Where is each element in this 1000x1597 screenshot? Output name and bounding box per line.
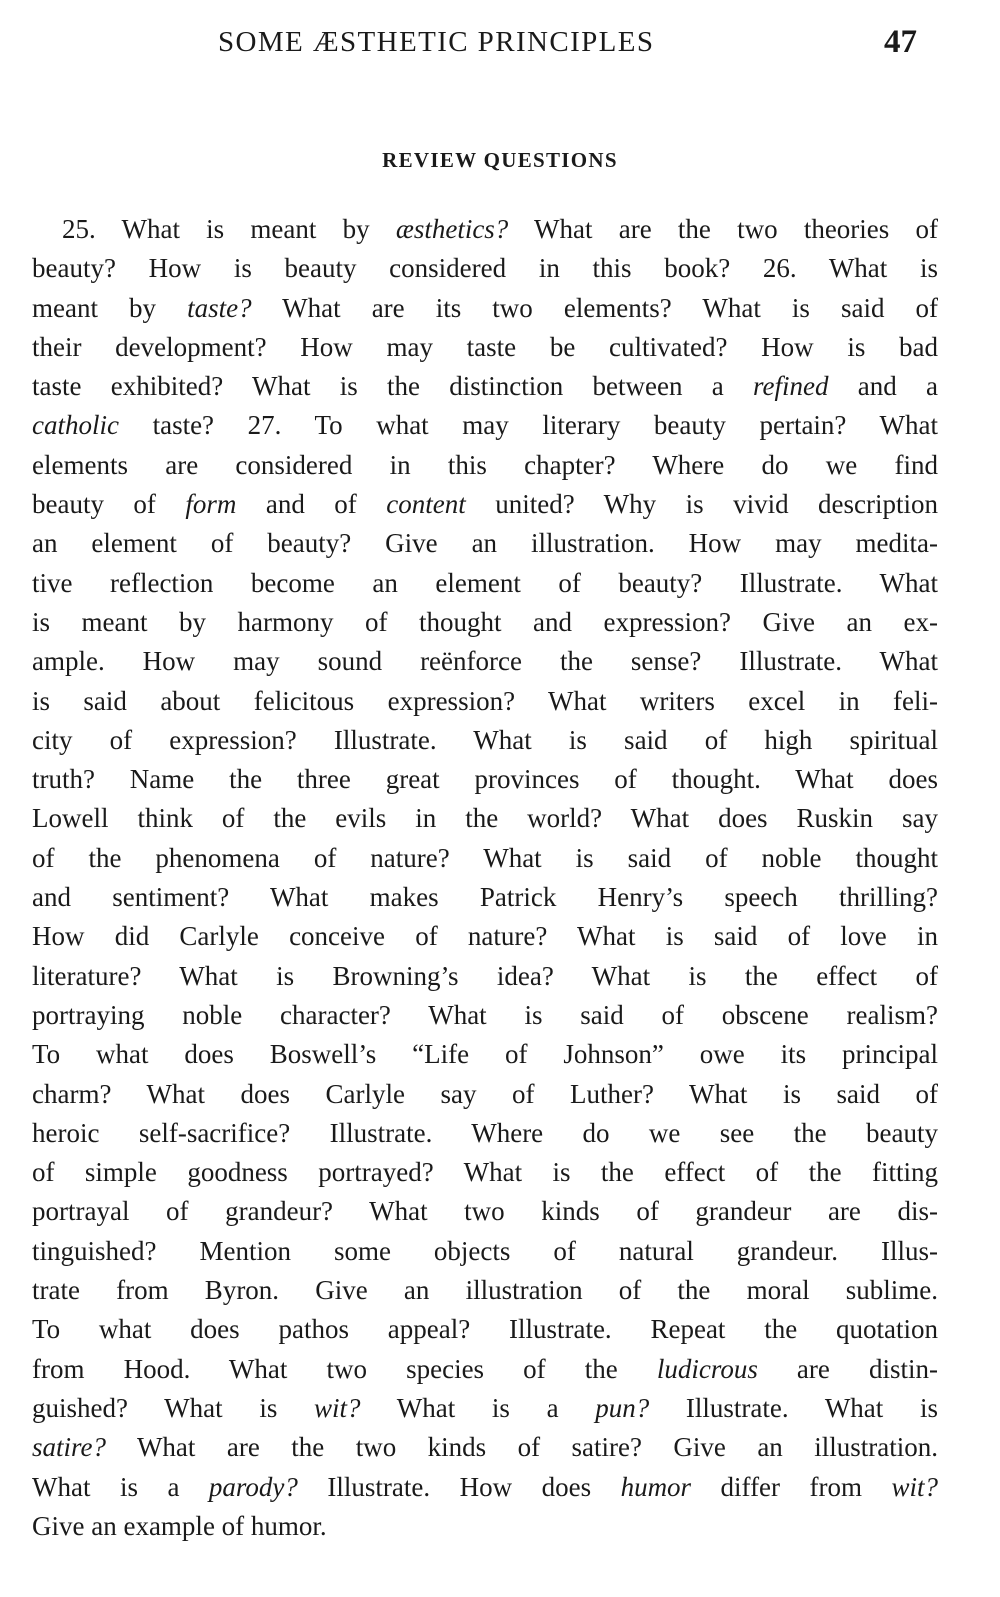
italic-term: æsthetics? xyxy=(395,214,509,244)
text-run: literature? What is Browning’s idea? What is the effect of xyxy=(32,960,938,991)
text-run: portraying noble character? What is said of obscene realism? xyxy=(32,999,938,1030)
text-line xyxy=(32,249,938,288)
text-run: Lowell think of the evils in the world? What does Ruskin say xyxy=(32,803,938,834)
text-run: of simple goodness portrayed? What is the effect of the fitting xyxy=(32,1157,938,1188)
text-line xyxy=(32,1114,938,1153)
text-line xyxy=(32,406,938,445)
text-run: differ from xyxy=(691,1471,892,1502)
text-line xyxy=(32,1192,938,1231)
italic-term: ludicrous xyxy=(656,1353,758,1384)
text-run: Illustrate. How does xyxy=(297,1471,621,1502)
text-line xyxy=(32,1271,938,1310)
text-line xyxy=(32,289,938,328)
text-run: and a xyxy=(828,371,939,402)
text-run: united? Why is vivid description xyxy=(465,489,938,520)
text-line xyxy=(32,1507,938,1546)
text-run: What are the two kinds of satire? Give an illustration. xyxy=(106,1432,938,1463)
running-head xyxy=(0,26,1000,66)
text-line xyxy=(32,642,938,681)
text-line xyxy=(32,957,938,996)
text-run: and of xyxy=(236,489,387,520)
text-run: from Hood. What two species of the xyxy=(32,1353,657,1384)
text-run: charm? What does Carlyle say of Luther? What is said of xyxy=(32,1078,938,1109)
italic-term: wit? xyxy=(891,1471,938,1502)
page-number: 47 xyxy=(884,24,917,60)
text-run: How did Carlyle conceive of nature? What is said of love in xyxy=(32,921,938,952)
text-line xyxy=(32,328,938,367)
text-line xyxy=(32,1428,938,1467)
text-run: an element of beauty? Give an illustration. How may medita- xyxy=(32,528,938,559)
text-run: city of expression? Illustrate. What is said of high spiritual xyxy=(32,724,938,755)
text-run: 25. What is meant by xyxy=(62,214,396,244)
text-run: To what does pathos appeal? Illustrate. Repeat the quotation xyxy=(32,1314,938,1345)
italic-term: pun? xyxy=(595,1392,650,1423)
text-line xyxy=(32,1232,938,1271)
text-run: their development? How may taste be cultivated? How is bad xyxy=(32,331,938,362)
text-line xyxy=(32,524,938,563)
text-run: ample. How may sound reënforce the sense? Illustrate. What xyxy=(32,646,938,677)
italic-term: parody? xyxy=(208,1471,298,1502)
text-run: taste? 27. To what may literary beauty pertain? What xyxy=(118,410,938,441)
text-line xyxy=(32,760,938,799)
text-run: heroic self-sacrifice? Illustrate. Where do we see the beauty xyxy=(32,1117,938,1148)
text-run: truth? Name the three great provinces of thought. What does xyxy=(32,764,938,795)
text-run: Give an example of humor. xyxy=(32,1510,327,1541)
italic-term: form xyxy=(185,489,237,520)
text-run: What are its two elements? What is said of xyxy=(251,292,938,323)
text-run: What is a xyxy=(360,1392,596,1423)
italic-term: humor xyxy=(620,1471,692,1502)
text-run: beauty of xyxy=(32,489,186,520)
text-run: guished? What is xyxy=(32,1392,315,1423)
text-run: tinguished? Mention some objects of natural grandeur. Illus- xyxy=(32,1235,938,1266)
section-heading: REVIEW QUESTIONS xyxy=(382,148,618,172)
italic-term: satire? xyxy=(32,1432,106,1463)
italic-term: refined xyxy=(753,371,829,402)
text-line xyxy=(32,1035,938,1074)
italic-term: catholic xyxy=(32,410,119,441)
text-run: beauty? How is beauty considered in this book? 26. What is xyxy=(32,253,938,284)
text-line xyxy=(32,917,938,956)
text-line xyxy=(32,682,938,721)
text-line xyxy=(32,721,938,760)
text-run: Illustrate. What is xyxy=(649,1392,938,1423)
text-line xyxy=(32,799,938,838)
text-run: meant by xyxy=(32,292,188,323)
text-run: taste exhibited? What is the distinction between a xyxy=(32,371,754,402)
text-line xyxy=(32,1153,938,1192)
italic-term: wit? xyxy=(314,1392,361,1423)
text-line xyxy=(32,446,938,485)
text-line xyxy=(32,564,938,603)
text-line xyxy=(32,1310,938,1349)
text-line xyxy=(32,839,938,878)
text-line xyxy=(32,485,938,524)
text-line xyxy=(32,1389,938,1428)
text-line xyxy=(32,878,938,917)
text-line xyxy=(32,996,938,1035)
text-run: tive reflection become an element of beauty? Illustrate. What xyxy=(32,567,938,598)
text-line xyxy=(32,367,938,406)
review-questions-paragraph xyxy=(32,210,938,1546)
text-run: portrayal of grandeur? What two kinds of grandeur are dis- xyxy=(32,1196,938,1227)
text-line xyxy=(32,603,938,642)
text-run: What is a xyxy=(32,1471,209,1502)
text-run: To what does Boswell’s “Life of Johnson” owe its principal xyxy=(32,1039,938,1070)
text-line xyxy=(32,210,938,249)
italic-term: content xyxy=(386,489,466,520)
text-run: elements are considered in this chapter? Where do we find xyxy=(32,449,938,480)
text-run: trate from Byron. Give an illustration of the moral sublime. xyxy=(32,1275,938,1306)
italic-term: taste? xyxy=(187,292,252,323)
text-run: are distin- xyxy=(757,1353,938,1384)
text-run: of the phenomena of nature? What is said of noble thought xyxy=(32,842,938,873)
text-line xyxy=(32,1075,938,1114)
text-line xyxy=(32,1350,938,1389)
text-run: is said about felicitous expression? What writers excel in feli- xyxy=(32,685,938,716)
text-run: What are the two theories of xyxy=(508,214,939,244)
text-run: is meant by harmony of thought and expression? Give an ex- xyxy=(32,606,938,637)
running-title: SOME ÆSTHETIC PRINCIPLES xyxy=(218,26,655,58)
text-run: and sentiment? What makes Patrick Henry’s speech thrilling? xyxy=(32,882,938,913)
text-line xyxy=(32,1468,938,1507)
